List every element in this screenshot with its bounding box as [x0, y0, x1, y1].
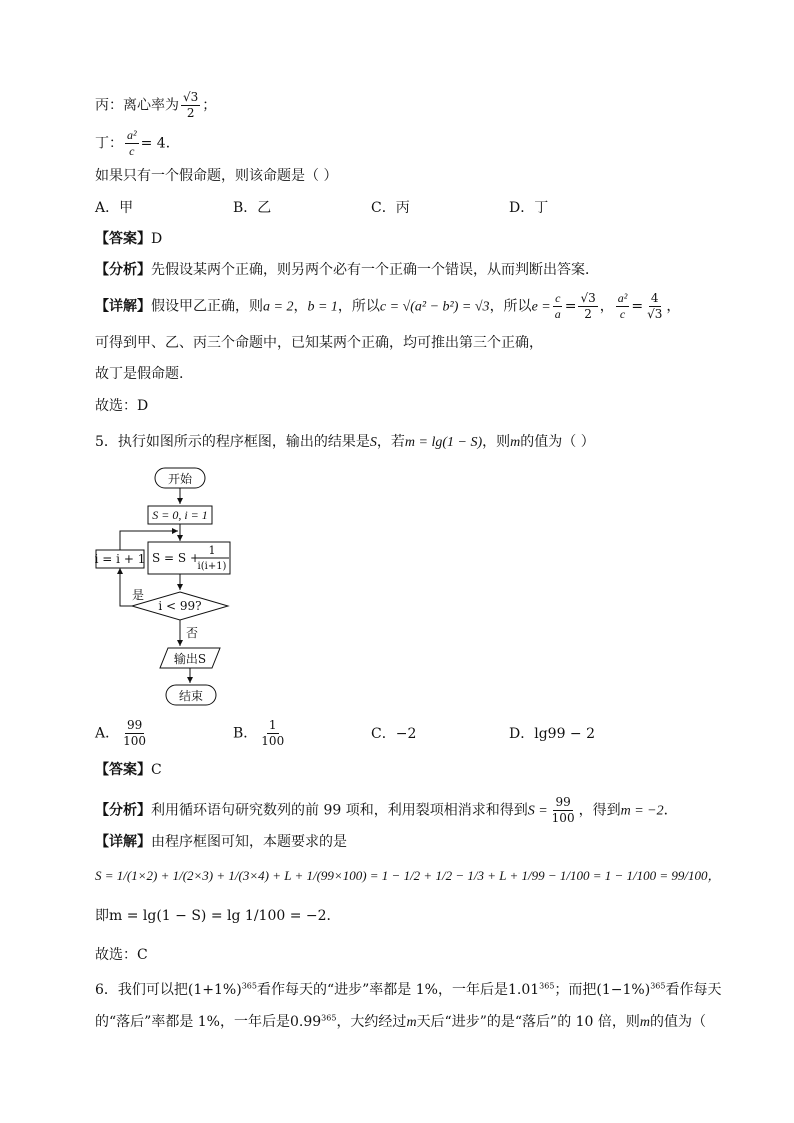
q5-option-a-label: A． — [95, 725, 120, 742]
q6-line1-exp3: 365 — [650, 981, 666, 991]
q6-line1-a: 6．我们可以把 — [95, 982, 188, 998]
q6-line2-e: 的值为（ — [650, 1014, 707, 1030]
flow-body-den: i(i+1) — [197, 561, 227, 572]
q6-line2-m: m — [406, 1015, 417, 1030]
ding-fraction — [125, 128, 139, 159]
q5-option-b-frac — [259, 718, 286, 749]
prev-choose: 故选：D — [95, 398, 149, 414]
q6-line2-d: 天后“进步”的是“落后”的 10 倍，则 — [416, 1014, 640, 1030]
ding-tail: = 4． — [140, 135, 180, 152]
q5-analysis-s: S = — [527, 803, 548, 819]
detail-e-pre: ，所以 — [489, 298, 532, 315]
detail-c-pre: ，所以 — [337, 298, 380, 315]
bing-den: 2 — [186, 106, 195, 120]
prev-answer — [95, 229, 162, 249]
answer-value: D — [151, 231, 163, 247]
bing-statement — [95, 90, 216, 121]
q6-line1-f: (1−1%) — [596, 982, 651, 998]
flow-yes-arrow — [120, 568, 132, 606]
flow-loop-top — [120, 531, 178, 550]
q5-option-a-frac — [121, 718, 148, 749]
q5-analysis-text: 利用循环语句研究数列的前 99 项和，利用裂项相消求和得到 — [151, 802, 528, 819]
q5-analysis-end: ． — [663, 802, 678, 819]
q5-stem-suffix: ，则 — [482, 434, 511, 450]
flow-init-text: S = 0, i = 1 — [152, 508, 208, 522]
q5-stem-mid: ，若 — [376, 434, 405, 450]
flow-inc-text: i = i + 1 — [94, 552, 146, 566]
prev-option-b: B．乙 — [233, 200, 272, 216]
prev-question: 如果只有一个假命题，则该命题是（ ） — [95, 168, 338, 184]
q5-option-a-den: 100 — [123, 734, 147, 748]
q5-option-d: D．lg99 − 2 — [509, 726, 596, 742]
q5-answer — [95, 760, 162, 780]
flow-end-text: 结束 — [178, 689, 204, 703]
q5-option-b-den: 100 — [261, 734, 285, 748]
q6-line1 — [95, 980, 721, 1000]
q5-answer-value: C — [151, 762, 162, 778]
q6-line2-exp: 365 — [321, 1013, 337, 1023]
detail-b: b = 1 — [307, 299, 338, 315]
ding-statement — [95, 128, 180, 159]
q5-stem-formula: m = lg(1 − S) — [404, 435, 483, 450]
a2c-frac: $\frac{\text{a²}}{c}$ — [617, 291, 628, 321]
prev-option-d: D．丁 — [509, 200, 549, 216]
detail-e-formula: e = — [531, 299, 551, 315]
detail-text: 假设甲乙正确，则 — [151, 298, 263, 315]
q5-sum-line: S = 1/(1×2) + 1/(2×3) + 1/(3×4) + L + 1/(99×100) = 1 − 1/2 + 1/2 − 1/3 + L + 1/99 − 1/100 = 1 − 1/100 = 99/100， — [95, 868, 721, 883]
q5-option-a-num: 99 — [126, 718, 143, 732]
prev-detail-line2: 可得到甲、乙、丙三个命题中，已知某两个正确，均可推出第三个正确， — [95, 335, 543, 351]
bing-fraction — [181, 90, 200, 121]
q5-stem-prefix: 5．执行如图所示的程序框图，输出的结果是 — [95, 434, 370, 450]
q6-line2 — [95, 1012, 706, 1033]
q5-analysis-tag: 【分析】 — [95, 802, 151, 819]
q5-option-c: C．−2 — [371, 726, 417, 742]
flow-decision-text: i < 99? — [158, 599, 202, 613]
flow-body-num: 1 — [208, 544, 216, 557]
q5-detail — [95, 832, 347, 852]
flow-yes-label: 是 — [132, 588, 145, 602]
bing-end: ； — [202, 97, 217, 114]
prev-option-a: A．甲 — [95, 200, 134, 216]
flow-body-prefix: S = S + — [152, 551, 200, 565]
q6-line1-e: ；而把 — [554, 982, 597, 998]
e-frac-2: $\frac{√3}{2}$ — [580, 291, 596, 321]
ding-num: a² — [127, 128, 137, 142]
q6-line1-b: (1+1%) — [187, 982, 242, 998]
ding-label: 丁： — [95, 135, 123, 152]
q5-m-line: 即m = lg(1 − S) = lg 1/100 = −2． — [95, 908, 341, 924]
bing-num: √3 — [183, 90, 199, 104]
q6-line1-g: 看作每天 — [665, 982, 722, 998]
q5-choose: 故选：C — [95, 947, 148, 963]
a2c-value-frac: $\frac{4}{√3}$ — [647, 291, 663, 321]
q5-detail-intro: 由程序框图可知，本题要求的是 — [151, 834, 347, 850]
q6-line2-b: 0.99 — [289, 1014, 322, 1030]
q6-line1-c: 看作每天的“进步”率都是 1%，一年后是 — [256, 982, 508, 998]
q5-analysis — [95, 795, 678, 826]
q5-detail-tag: 【详解】 — [95, 834, 151, 850]
analysis-tag: 【分析】 — [95, 262, 151, 278]
detail-tag: 【详解】 — [95, 298, 151, 315]
flow-start-text: 开始 — [167, 472, 193, 486]
e-frac-1: $\frac{c}{a}$ — [554, 291, 561, 321]
q6-line1-exp: 365 — [241, 981, 257, 991]
q5-analysis-frac — [550, 795, 577, 826]
q6-line2-a: 的“落后”率都是 1%，一年后是 — [95, 1014, 290, 1030]
q5-analysis-den: 100 — [551, 811, 575, 825]
q5-answer-tag: 【答案】 — [95, 762, 151, 778]
q5-analysis-post: ，得到 — [578, 802, 621, 819]
flowchart — [88, 462, 248, 712]
ding-den: c — [129, 144, 135, 158]
q5-analysis-num: 99 — [555, 795, 571, 809]
q5-stem-m: m — [510, 435, 521, 450]
detail-c: c = √(a² − b²) = √3 — [379, 299, 490, 315]
detail-a: a = 2 — [263, 299, 294, 315]
q6-line1-d: 1.01 — [507, 982, 540, 998]
prev-analysis — [95, 260, 599, 280]
prev-option-c: C．丙 — [371, 200, 410, 216]
q5-option-b-label: B． — [233, 725, 258, 742]
q6-line2-m2: m — [639, 1015, 651, 1030]
q5-option-b-num: 1 — [268, 718, 277, 732]
q5-stem-end: 的值为（ ） — [520, 434, 595, 450]
prev-detail-line1: 【详解】假设甲乙正确，则a = 2，b = 1，所以c = √(a² − b²) = √3，所以e = $\frac{c}{a}$ = $\frac{√3}{2}$ ， $\frac{\text{a²}}{c}$ = $\frac{4}{√3}$ ， — [95, 291, 681, 321]
q6-line2-c: ，大约经过 — [336, 1014, 407, 1030]
analysis-text: 先假设某两个正确，则另两个必有一个正确一个错误，从而判断出答案． — [151, 262, 599, 278]
q5-option-a — [95, 718, 150, 749]
q5-analysis-m: m = −2 — [620, 803, 664, 819]
bing-label: 丙：离心率为 — [95, 97, 179, 114]
q6-line1-exp2: 365 — [539, 981, 555, 991]
flow-no-label: 否 — [186, 626, 199, 640]
prev-detail-line3: 故丁是假命题. — [95, 366, 184, 382]
answer-tag: 【答案】 — [95, 231, 151, 247]
q5-option-b — [233, 718, 288, 749]
q5-stem-s: S — [369, 435, 377, 450]
flow-output-text: 输出S — [173, 652, 207, 666]
q5-stem — [95, 432, 595, 453]
